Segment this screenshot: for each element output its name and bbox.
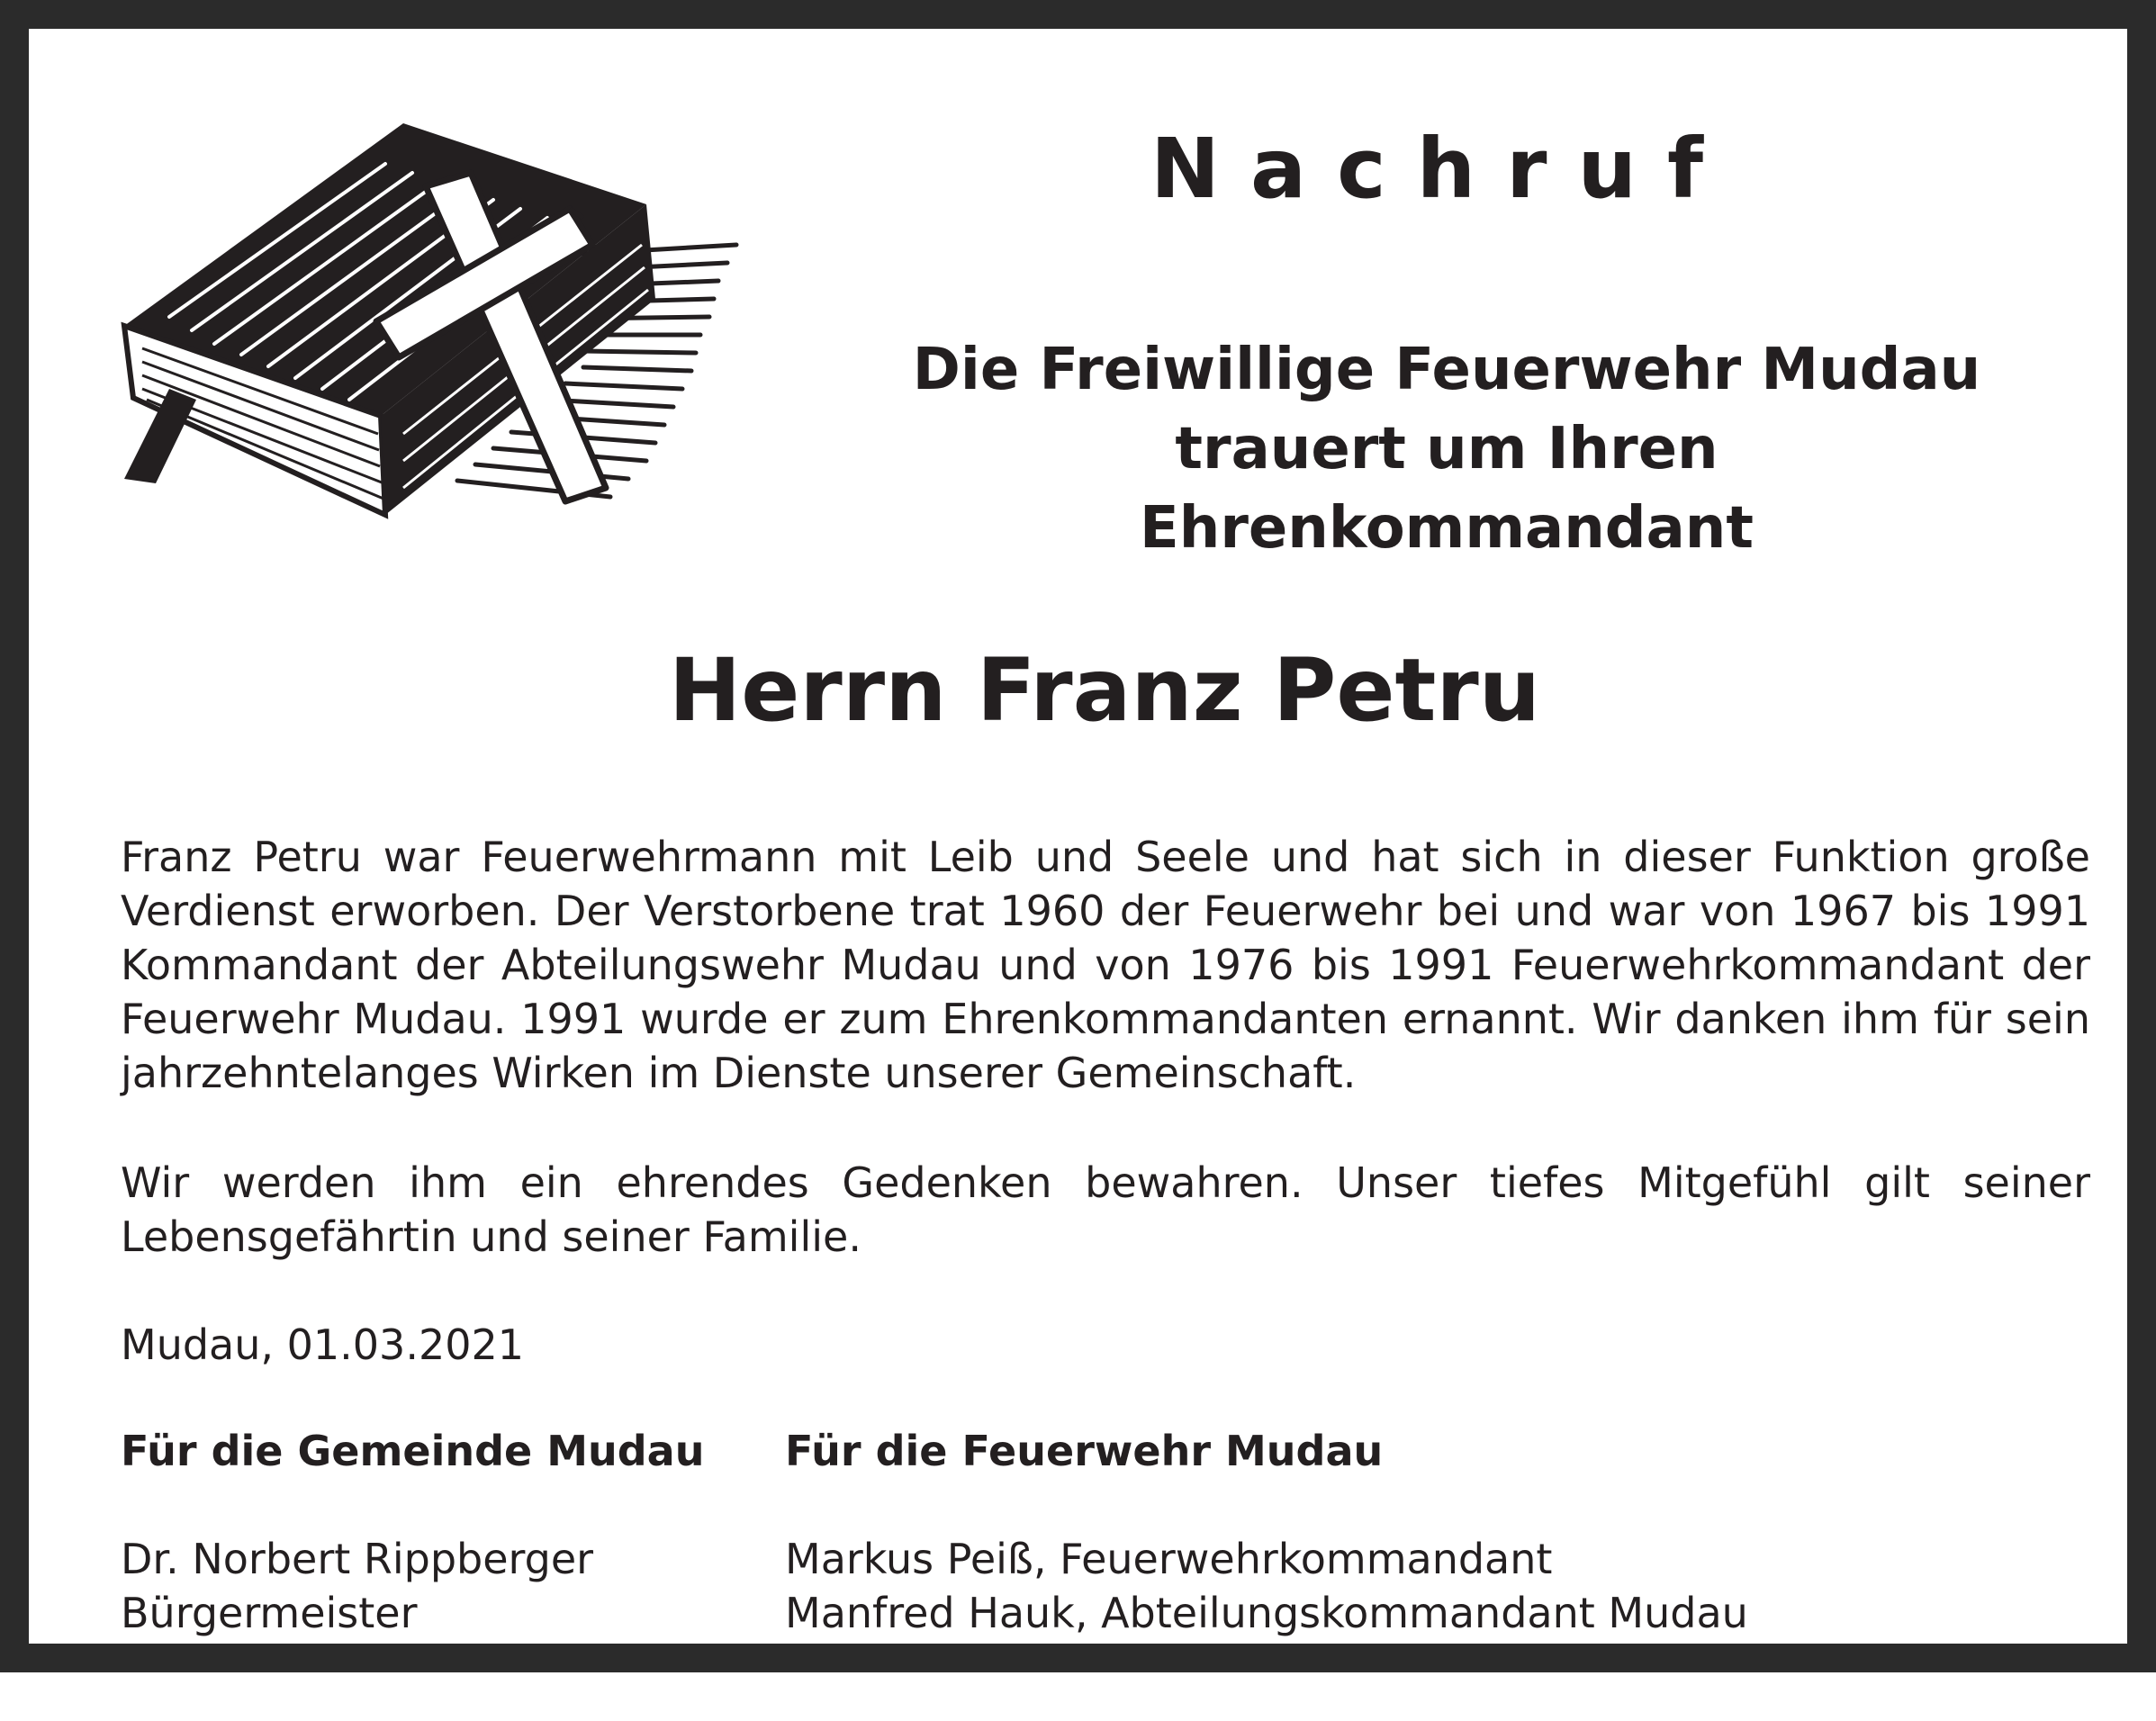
signatory-line: Manfred Hauk, Abteilungskommandant Mudau — [785, 1589, 1748, 1637]
signature-heading: Für die Gemeinde Mudau — [121, 1427, 705, 1475]
notice-title: Nachruf — [1150, 121, 1734, 217]
tribute-paragraph: Franz Petru war Feuerwehrmann mit Leib und Seele und hat sich in dieser Funktion große Verdienst erworben. Der Verstorbene trat 1960 der Feuerwehr bei und war von 1967 bis 1991 Kommandant der Abteilungswehr Mudau und von 1976 bis 1991 Feuerwehrkommandant der Feuerwehr Mudau. 1991 wurde er zum Ehrenkommandanten ernannt. Wir danken ihm für sein jahrzehntelanges Wirken im Dienste unserer Gemeinschaft. — [121, 833, 2090, 1097]
notice-subtitle — [839, 330, 2054, 568]
signatory-line: Markus Peiß, Feuerwehrkommandant — [785, 1535, 1553, 1583]
signatory-name: Dr. Norbert Rippberger — [121, 1535, 594, 1583]
signature-heading: Für die Feuerwehr Mudau — [785, 1427, 1384, 1475]
subtitle-line: Ehrenkommandant — [1140, 495, 1754, 562]
condolence-paragraph: Wir werden ihm ein ehrendes Gedenken bewahren. Unser tiefes Mitgefühl gilt seiner Lebensgefährtin und seiner Familie. — [121, 1158, 2090, 1261]
signature-block-fire-department — [785, 1424, 1748, 1640]
bible-with-cross-icon — [115, 119, 745, 533]
subtitle-line: trauert um Ihren — [1175, 416, 1718, 482]
subtitle-line: Die Freiwillige Feuerwehr Mudau — [912, 337, 1981, 403]
signatory-role: Bürgermeister — [121, 1589, 418, 1637]
place-date: Mudau, 01.03.2021 — [121, 1320, 525, 1369]
signature-block-municipality — [121, 1424, 704, 1640]
deceased-name: Herrn Franz Petru — [668, 640, 1541, 741]
